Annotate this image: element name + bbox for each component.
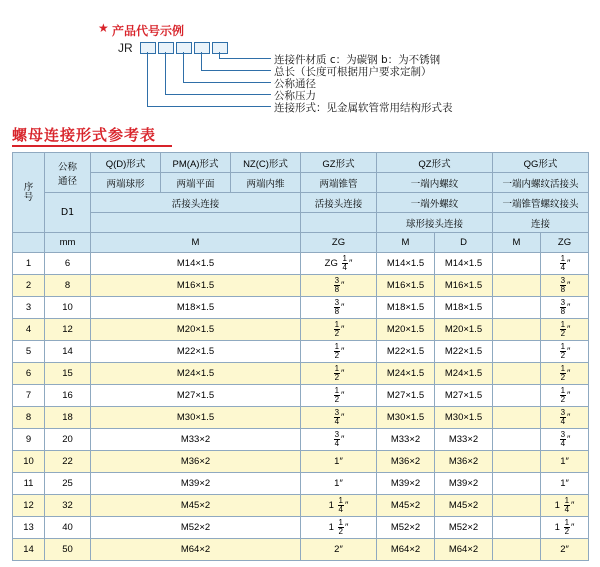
cell-gz-form: ZG $\frac{1}{4}$ ″ (301, 253, 377, 275)
cell-gz-form: 1 $\frac{1}{2}$ ″ (301, 517, 377, 539)
header-unit-zg-qg: ZG (541, 233, 589, 253)
header-gz-union: 活接头连接 (301, 193, 377, 213)
cell-nominal-diameter: 15 (45, 363, 91, 385)
cell-qz-m: M36×2 (377, 451, 435, 473)
cell-qz-d: M22×1.5 (435, 341, 493, 363)
leader-line-h-3 (183, 82, 271, 83)
cell-seq: 14 (13, 539, 45, 561)
cell-qz-m: M30×1.5 (377, 407, 435, 429)
cell-qz-d: M27×1.5 (435, 385, 493, 407)
cell-qg-m (493, 385, 541, 407)
cell-qz-d: M33×2 (435, 429, 493, 451)
cell-qz-d: M18×1.5 (435, 297, 493, 319)
nut-connection-table-wrap (12, 152, 588, 561)
cell-q-form: M24×1.5 (91, 363, 301, 385)
cell-q-form: M27×1.5 (91, 385, 301, 407)
cell-nominal-diameter: 18 (45, 407, 91, 429)
table-row (13, 275, 589, 297)
leader-line-h-5 (219, 58, 271, 59)
header-row-1 (13, 153, 589, 173)
header-blank-gz (301, 213, 377, 233)
legend-label-nominal-pressure: 公称压力 (274, 90, 316, 102)
cell-qz-d: M39×2 (435, 473, 493, 495)
leader-line-v-4 (201, 52, 202, 70)
cell-nominal-diameter: 32 (45, 495, 91, 517)
cell-qg-zg: 1 $\frac{1}{4}$ ″ (541, 495, 589, 517)
cell-nominal-diameter: 22 (45, 451, 91, 473)
table-row (13, 297, 589, 319)
cell-qz-d: M16×1.5 (435, 275, 493, 297)
code-box-3 (176, 42, 192, 54)
cell-qg-zg: $\frac{1}{2}$ ″ (541, 319, 589, 341)
title-underline (12, 145, 172, 147)
legend-label-connection-type: 连接形式：见金属软管常用结构形式表 (274, 102, 453, 114)
cell-nominal-diameter: 12 (45, 319, 91, 341)
cell-qz-m: M20×1.5 (377, 319, 435, 341)
cell-q-form: M33×2 (91, 429, 301, 451)
cell-q-form: M30×1.5 (91, 407, 301, 429)
page-title: 螺母连接形式参考表 (12, 126, 157, 144)
cell-qg-m (493, 495, 541, 517)
cell-qg-zg: $\frac{1}{2}$ ″ (541, 341, 589, 363)
leader-line-h-4 (201, 70, 271, 71)
legend-title: 产品代号示例 (112, 24, 185, 38)
cell-seq: 3 (13, 297, 45, 319)
header-gz-desc: 两端锥管 (301, 173, 377, 193)
code-box-1 (140, 42, 156, 54)
header-row-units (13, 233, 589, 253)
header-qg-desc: 一端内螺纹活接头 (493, 173, 589, 193)
cell-qg-zg: $\frac{3}{4}$ ″ (541, 407, 589, 429)
header-qg-connect: 连接 (493, 213, 589, 233)
cell-qz-m: M24×1.5 (377, 363, 435, 385)
cell-seq: 11 (13, 473, 45, 495)
header-unit-m-qz: M (377, 233, 435, 253)
cell-qg-m (493, 429, 541, 451)
header-unit-seq (13, 233, 45, 253)
cell-qg-m (493, 319, 541, 341)
cell-qz-d: M52×2 (435, 517, 493, 539)
code-box-4 (194, 42, 210, 54)
cell-q-form: M20×1.5 (91, 319, 301, 341)
legend-label-total-length: 总长（长度可根据用户要求定制） (274, 66, 432, 78)
cell-nominal-diameter: 8 (45, 275, 91, 297)
cell-qz-m: M33×2 (377, 429, 435, 451)
leader-line-h-1 (147, 106, 271, 107)
header-unit-m-left: M (91, 233, 301, 253)
cell-seq: 13 (13, 517, 45, 539)
header-unit-d-qz: D (435, 233, 493, 253)
cell-seq: 9 (13, 429, 45, 451)
cell-seq: 7 (13, 385, 45, 407)
cell-seq: 12 (13, 495, 45, 517)
table-row (13, 385, 589, 407)
leader-line-v-3 (183, 52, 184, 82)
cell-gz-form: $\frac{1}{2}$ ″ (301, 363, 377, 385)
cell-qg-m (493, 451, 541, 473)
header-row-3 (13, 193, 589, 213)
cell-qg-zg: 2″ (541, 539, 589, 561)
cell-gz-form: 1″ (301, 473, 377, 495)
header-nz-form: NZ(C)形式 (231, 153, 301, 173)
header-qz-ball-joint: 球形接头连接 (377, 213, 493, 233)
header-unit-mm: mm (45, 233, 91, 253)
cell-qz-m: M16×1.5 (377, 275, 435, 297)
code-box-5 (212, 42, 228, 54)
cell-qg-m (493, 407, 541, 429)
cell-gz-form: $\frac{3}{8}$ ″ (301, 297, 377, 319)
cell-qz-d: M45×2 (435, 495, 493, 517)
cell-qg-m (493, 275, 541, 297)
table-row (13, 363, 589, 385)
cell-qg-zg: $\frac{1}{2}$ ″ (541, 385, 589, 407)
cell-qg-zg: 1″ (541, 451, 589, 473)
cell-qz-d: M14×1.5 (435, 253, 493, 275)
legend-label-material: 连接件材质 c：为碳钢 b：为不锈钢 (274, 54, 441, 66)
header-unit-m-qg: M (493, 233, 541, 253)
cell-gz-form: $\frac{1}{2}$ ″ (301, 319, 377, 341)
header-row-4 (13, 213, 589, 233)
header-q-form: Q(D)形式 (91, 153, 161, 173)
header-qg-taper-joint: 一端锥管螺纹接头 (493, 193, 589, 213)
cell-nominal-diameter: 14 (45, 341, 91, 363)
table-row (13, 407, 589, 429)
cell-qz-m: M52×2 (377, 517, 435, 539)
cell-nominal-diameter: 16 (45, 385, 91, 407)
cell-q-form: M22×1.5 (91, 341, 301, 363)
table-row (13, 495, 589, 517)
nut-connection-table (12, 152, 589, 561)
cell-qg-m (493, 253, 541, 275)
cell-q-form: M64×2 (91, 539, 301, 561)
star-icon: ★ (98, 21, 109, 35)
cell-nominal-diameter: 40 (45, 517, 91, 539)
cell-gz-form: $\frac{3}{8}$ ″ (301, 275, 377, 297)
cell-qg-zg: $\frac{3}{8}$ ″ (541, 275, 589, 297)
header-seq: 序 号 (13, 153, 45, 233)
product-code-legend (0, 0, 600, 118)
cell-seq: 4 (13, 319, 45, 341)
table-row (13, 451, 589, 473)
cell-qg-zg: $\frac{3}{8}$ ″ (541, 297, 589, 319)
cell-seq: 5 (13, 341, 45, 363)
table-row (13, 539, 589, 561)
cell-seq: 2 (13, 275, 45, 297)
table-row (13, 517, 589, 539)
table-row (13, 253, 589, 275)
legend-label-nominal-diameter: 公称通径 (274, 78, 316, 90)
header-d1: D1 (45, 193, 91, 233)
cell-q-form: M16×1.5 (91, 275, 301, 297)
header-pm-desc: 两端平面 (161, 173, 231, 193)
header-qz-desc: 一端内螺纹 (377, 173, 493, 193)
cell-q-form: M52×2 (91, 517, 301, 539)
header-blank-left (91, 213, 301, 233)
header-unit-zg-gz: ZG (301, 233, 377, 253)
cell-qz-m: M22×1.5 (377, 341, 435, 363)
cell-gz-form: 1 $\frac{1}{4}$ ″ (301, 495, 377, 517)
table-row (13, 473, 589, 495)
cell-qz-m: M27×1.5 (377, 385, 435, 407)
cell-q-form: M45×2 (91, 495, 301, 517)
cell-nominal-diameter: 25 (45, 473, 91, 495)
cell-nominal-diameter: 6 (45, 253, 91, 275)
cell-seq: 8 (13, 407, 45, 429)
header-row-2 (13, 173, 589, 193)
cell-qg-zg: $\frac{1}{4}$ ″ (541, 253, 589, 275)
cell-gz-form: 1″ (301, 451, 377, 473)
cell-gz-form: 2″ (301, 539, 377, 561)
cell-qg-m (493, 297, 541, 319)
header-nz-desc: 两端内维 (231, 173, 301, 193)
cell-nominal-diameter: 20 (45, 429, 91, 451)
cell-qg-m (493, 539, 541, 561)
cell-qg-m (493, 341, 541, 363)
cell-nominal-diameter: 10 (45, 297, 91, 319)
header-qz-external-thread: 一端外螺纹 (377, 193, 493, 213)
cell-qz-m: M18×1.5 (377, 297, 435, 319)
cell-qz-m: M45×2 (377, 495, 435, 517)
cell-seq: 6 (13, 363, 45, 385)
cell-qz-d: M64×2 (435, 539, 493, 561)
table-head (13, 153, 589, 253)
header-gz-form: GZ形式 (301, 153, 377, 173)
cell-gz-form: $\frac{3}{4}$ ″ (301, 429, 377, 451)
table-row (13, 341, 589, 363)
header-q-desc: 两端球形 (91, 173, 161, 193)
cell-qz-d: M20×1.5 (435, 319, 493, 341)
cell-qz-m: M64×2 (377, 539, 435, 561)
cell-gz-form: $\frac{1}{2}$ ″ (301, 341, 377, 363)
table-row (13, 319, 589, 341)
cell-qg-zg: $\frac{1}{2}$ ″ (541, 363, 589, 385)
cell-qz-d: M30×1.5 (435, 407, 493, 429)
cell-qz-m: M39×2 (377, 473, 435, 495)
leader-line-v-1 (147, 52, 148, 106)
leader-line-h-2 (165, 94, 271, 95)
cell-seq: 10 (13, 451, 45, 473)
header-qz-form: QZ形式 (377, 153, 493, 173)
cell-gz-form: $\frac{1}{2}$ ″ (301, 385, 377, 407)
cell-qg-m (493, 363, 541, 385)
cell-q-form: M36×2 (91, 451, 301, 473)
table-body (13, 253, 589, 561)
cell-gz-form: $\frac{3}{4}$ ″ (301, 407, 377, 429)
cell-q-form: M39×2 (91, 473, 301, 495)
leader-line-v-2 (165, 52, 166, 94)
header-nominal-diameter: 公称 通径 (45, 153, 91, 193)
cell-q-form: M18×1.5 (91, 297, 301, 319)
cell-qg-m (493, 473, 541, 495)
header-pm-form: PM(A)形式 (161, 153, 231, 173)
code-prefix: JR (118, 41, 133, 55)
code-box-2 (158, 42, 174, 54)
cell-qg-m (493, 517, 541, 539)
cell-qz-d: M24×1.5 (435, 363, 493, 385)
cell-qz-d: M36×2 (435, 451, 493, 473)
cell-qz-m: M14×1.5 (377, 253, 435, 275)
cell-qg-zg: 1 $\frac{1}{2}$ ″ (541, 517, 589, 539)
cell-nominal-diameter: 50 (45, 539, 91, 561)
cell-qg-zg: 1″ (541, 473, 589, 495)
cell-q-form: M14×1.5 (91, 253, 301, 275)
header-left-union: 活接头连接 (91, 193, 301, 213)
header-qg-form: QG形式 (493, 153, 589, 173)
cell-seq: 1 (13, 253, 45, 275)
cell-qg-zg: $\frac{3}{4}$ ″ (541, 429, 589, 451)
table-row (13, 429, 589, 451)
